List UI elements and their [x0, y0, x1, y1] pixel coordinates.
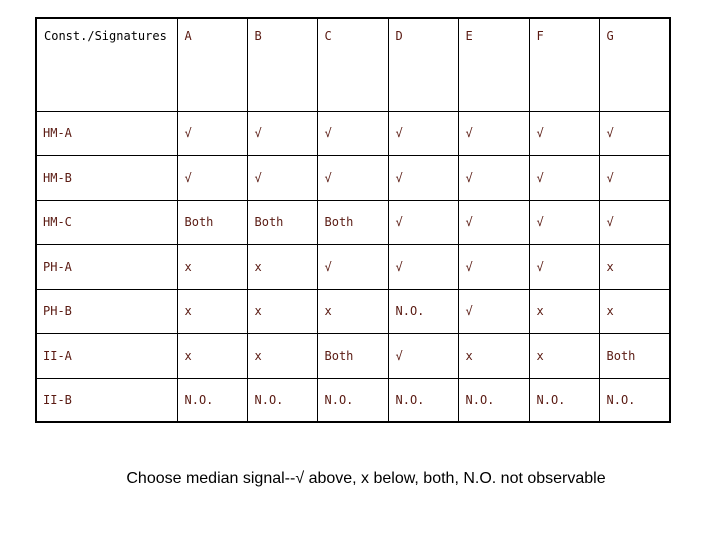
table-cell: √: [458, 111, 529, 155]
table-row: [36, 155, 670, 200]
table-cell: √: [388, 333, 458, 378]
table-cell: N.O.: [529, 378, 599, 422]
table-cell: √: [529, 200, 599, 244]
table-cell: √: [529, 155, 599, 200]
table-cell: √: [529, 244, 599, 289]
table-row: [36, 333, 670, 378]
row-label: HM-A: [36, 111, 177, 155]
row-label: PH-B: [36, 289, 177, 333]
table-cell: x: [177, 289, 247, 333]
table-cell: √: [317, 111, 388, 155]
table-cell: √: [388, 244, 458, 289]
table-cell: x: [177, 333, 247, 378]
caption: Choose median signal--√ above, x below, both, N.O. not observable: [126, 470, 606, 487]
header-cell: F: [529, 18, 599, 111]
table-cell: x: [599, 289, 670, 333]
row-label: HM-B: [36, 155, 177, 200]
table-row: [36, 111, 670, 155]
table-cell: x: [247, 289, 317, 333]
table-cell: √: [388, 200, 458, 244]
table-row: [36, 244, 670, 289]
table-cell: x: [247, 244, 317, 289]
table-cell: x: [529, 289, 599, 333]
table-cell: N.O.: [388, 378, 458, 422]
header-cell: B: [247, 18, 317, 111]
table-cell: N.O.: [388, 289, 458, 333]
row-label: II-A: [36, 333, 177, 378]
header-cell: Const./Signatures: [36, 18, 177, 111]
table-cell: √: [599, 111, 670, 155]
header-cell: A: [177, 18, 247, 111]
table-cell: √: [458, 155, 529, 200]
header-cell: G: [599, 18, 670, 111]
table-cell: Both: [247, 200, 317, 244]
table-cell: N.O.: [247, 378, 317, 422]
header-cell: C: [317, 18, 388, 111]
header-cell: E: [458, 18, 529, 111]
table-cell: √: [388, 111, 458, 155]
table-cell: N.O.: [317, 378, 388, 422]
table-cell: √: [177, 111, 247, 155]
table-cell: x: [317, 289, 388, 333]
row-label: PH-A: [36, 244, 177, 289]
table-cell: √: [458, 244, 529, 289]
table-cell: N.O.: [458, 378, 529, 422]
table-cell: x: [529, 333, 599, 378]
table-cell: x: [458, 333, 529, 378]
table-cell: x: [247, 333, 317, 378]
header-row: [36, 18, 670, 111]
table-cell: √: [177, 155, 247, 200]
table-cell: Both: [317, 333, 388, 378]
table-cell: √: [529, 111, 599, 155]
table-row: [36, 289, 670, 333]
table-cell: Both: [599, 333, 670, 378]
row-label: II-B: [36, 378, 177, 422]
table-cell: √: [388, 155, 458, 200]
table-cell: Both: [317, 200, 388, 244]
table-cell: Both: [177, 200, 247, 244]
table-cell: N.O.: [599, 378, 670, 422]
table-cell: N.O.: [177, 378, 247, 422]
table-cell: √: [247, 155, 317, 200]
table-cell: x: [177, 244, 247, 289]
table-row: [36, 200, 670, 244]
table-cell: √: [317, 155, 388, 200]
signature-table: [35, 17, 671, 423]
table-cell: √: [599, 200, 670, 244]
table-row: [36, 378, 670, 422]
table-cell: √: [458, 289, 529, 333]
table-cell: √: [458, 200, 529, 244]
row-label: HM-C: [36, 200, 177, 244]
table-cell: x: [599, 244, 670, 289]
table-cell: √: [317, 244, 388, 289]
table-cell: √: [599, 155, 670, 200]
table-cell: √: [247, 111, 317, 155]
header-cell: D: [388, 18, 458, 111]
